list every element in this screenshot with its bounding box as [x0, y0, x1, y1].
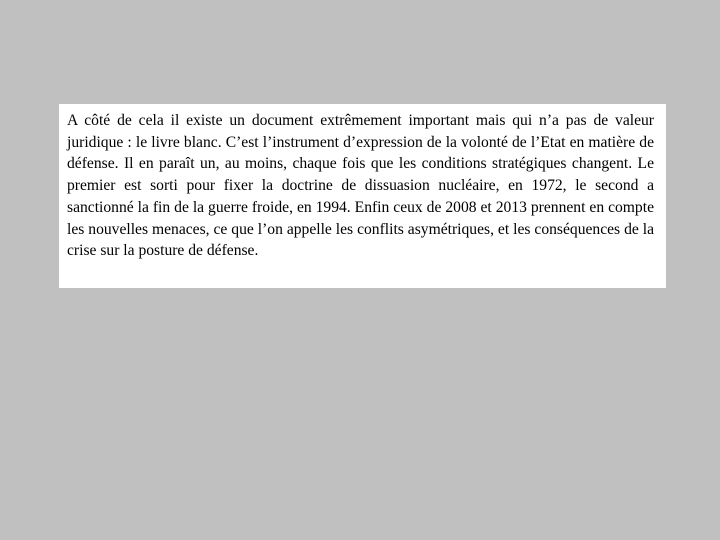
- body-paragraph: A côté de cela il existe un document extrêmement important mais qui n’a pas de valeur juridique : le livre blanc. C’est l’instrument d’expression de la volonté de l’Etat en matière de défense. Il en paraît un, au moins, chaque fois que les conditions stratégiques changent. Le premier est sorti pour fixer la doctrine de dissuasion nucléaire, en 1972, le second a sanctionné la fin de la guerre froide, en 1994. Enfin ceux de 2008 et 2013 prennent en compte les nouvelles menaces, ce que l’on appelle les conflits asymétriques, et les conséquences de la crise sur la posture de défense.: [67, 112, 654, 260]
- text-box: [59, 104, 666, 288]
